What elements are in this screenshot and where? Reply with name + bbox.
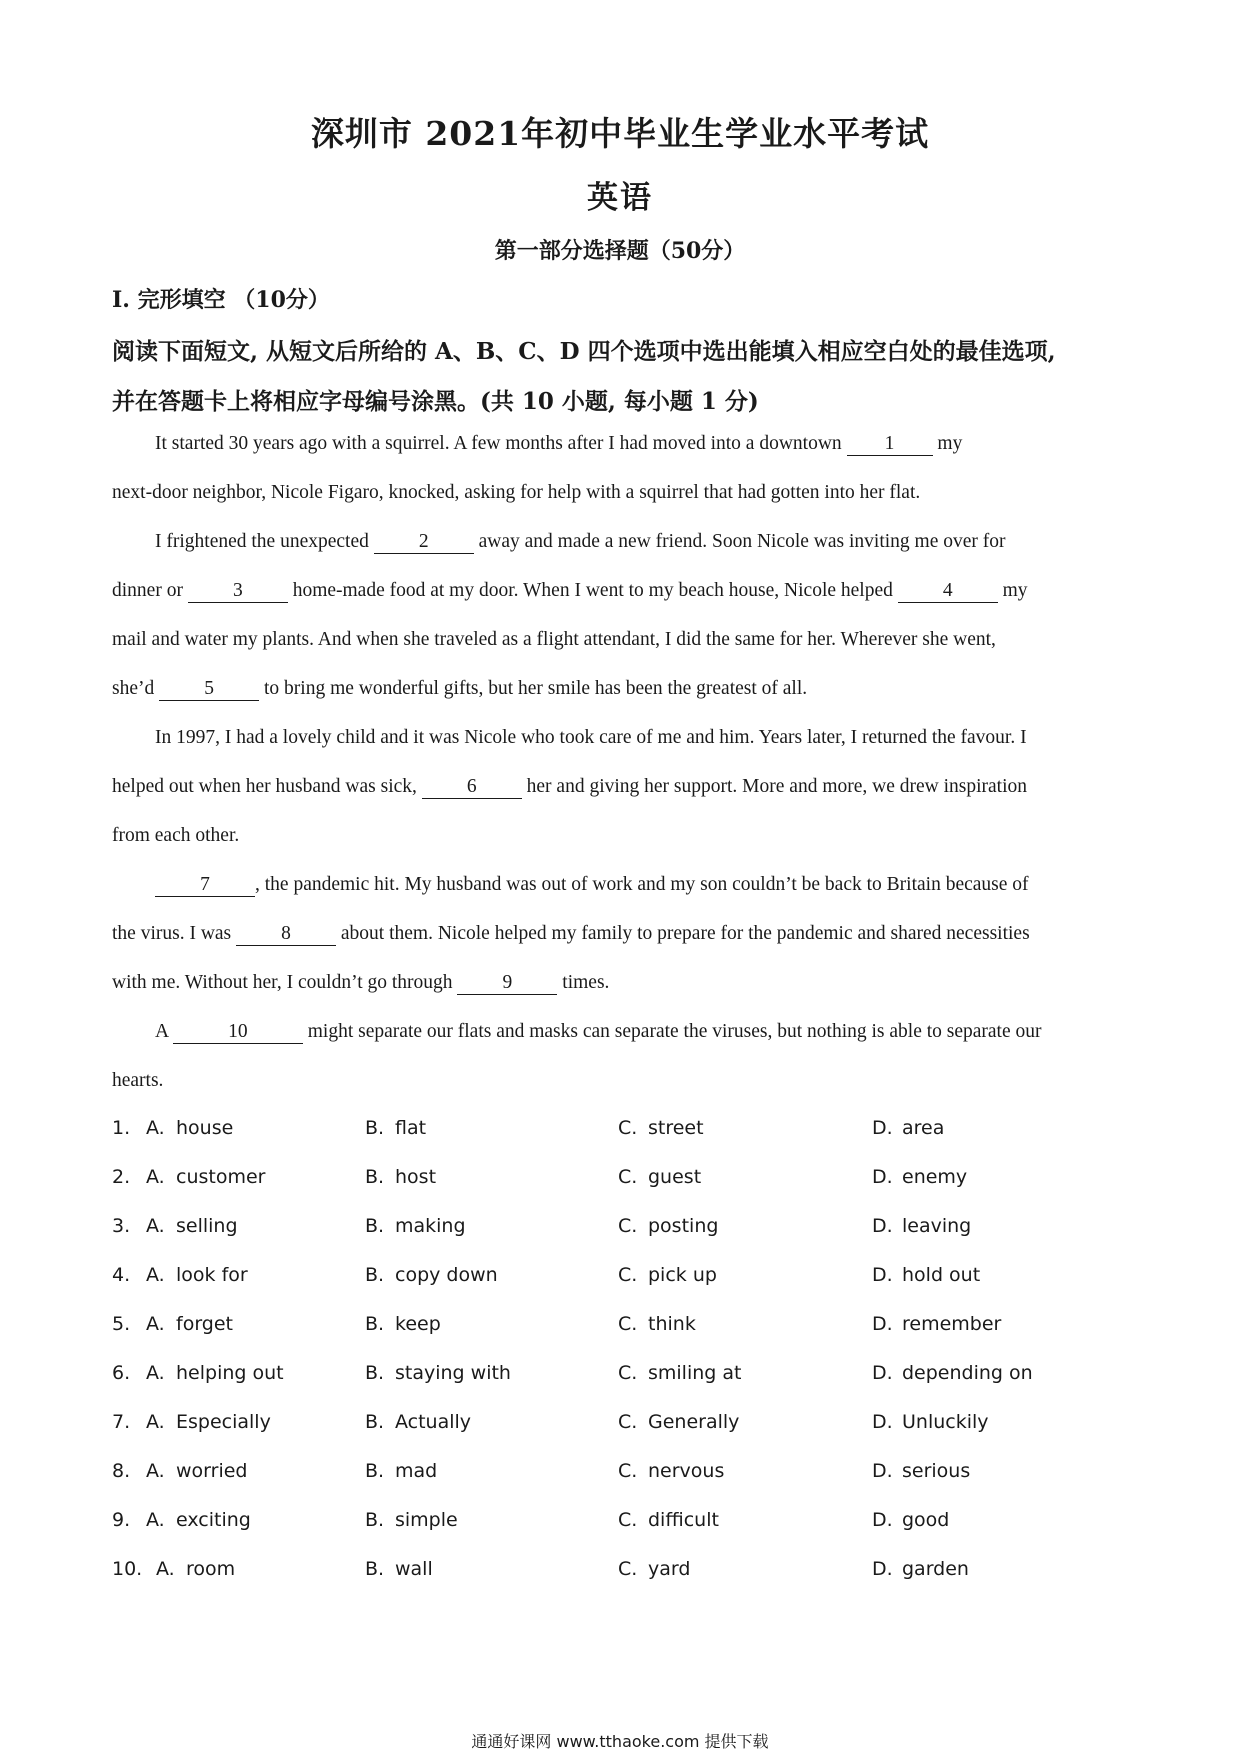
- option-letter: C.: [618, 1558, 638, 1580]
- passage-line-11: [112, 923, 1030, 946]
- question-number: 4.: [112, 1264, 131, 1286]
- passage-text: to bring me wonderful gifts, but her smile has been the greatest of all.: [264, 678, 808, 699]
- option-letter: B.: [365, 1264, 385, 1286]
- option-text: good: [902, 1509, 950, 1531]
- option-a[interactable]: [112, 1117, 233, 1139]
- blank-1: 1: [847, 433, 933, 456]
- option-a[interactable]: [112, 1166, 265, 1188]
- option-letter: A.: [146, 1264, 165, 1286]
- passage-text: times.: [562, 972, 610, 993]
- option-text: hold out: [902, 1264, 981, 1286]
- option-text: posting: [648, 1215, 719, 1237]
- passage-text: A: [155, 1021, 169, 1042]
- option-b[interactable]: [365, 1460, 437, 1482]
- option-text: serious: [902, 1460, 971, 1482]
- option-text: copy down: [395, 1264, 498, 1286]
- part-heading: 第一部分选择题（50分）: [494, 238, 746, 264]
- passage-line-9: from each other.: [112, 825, 240, 846]
- option-c[interactable]: [618, 1411, 739, 1433]
- option-text: mad: [395, 1460, 438, 1482]
- option-letter: C.: [618, 1117, 638, 1139]
- option-a[interactable]: [112, 1460, 247, 1482]
- option-text: nervous: [648, 1460, 725, 1482]
- option-d[interactable]: [872, 1460, 970, 1482]
- passage-line-4: [112, 580, 1028, 603]
- option-letter: D.: [872, 1166, 893, 1188]
- question-number: 3.: [112, 1215, 131, 1237]
- option-letter: C.: [618, 1411, 638, 1433]
- option-letter: D.: [872, 1411, 893, 1433]
- question-number: 5.: [112, 1313, 131, 1335]
- option-b[interactable]: [365, 1313, 441, 1335]
- passage-text: dinner or: [112, 580, 183, 601]
- option-letter: B.: [365, 1411, 385, 1433]
- option-a[interactable]: [112, 1411, 271, 1433]
- question-number: 2.: [112, 1166, 131, 1188]
- option-text: room: [186, 1558, 236, 1580]
- option-a[interactable]: [112, 1362, 284, 1384]
- option-text: customer: [176, 1166, 266, 1188]
- option-text: flat: [395, 1117, 427, 1139]
- passage-line-1: [155, 433, 962, 456]
- option-text: house: [176, 1117, 234, 1139]
- option-d[interactable]: [872, 1362, 1033, 1384]
- option-c[interactable]: [618, 1509, 719, 1531]
- option-text: worried: [176, 1460, 248, 1482]
- option-a[interactable]: [112, 1558, 235, 1580]
- option-c[interactable]: [618, 1362, 741, 1384]
- passage-text: helped out when her husband was sick,: [112, 776, 417, 797]
- option-letter: C.: [618, 1313, 638, 1335]
- passage-line-7: In 1997, I had a lovely child and it was Nicole who took care of me and him. Years later, I returned the favour. I: [155, 727, 1027, 748]
- passage-line-12: [112, 972, 609, 995]
- option-d[interactable]: [872, 1509, 949, 1531]
- passage-text: I frightened the unexpected: [155, 531, 369, 552]
- blank-9: 9: [457, 972, 557, 995]
- option-letter: C.: [618, 1264, 638, 1286]
- option-letter: A.: [146, 1411, 165, 1433]
- option-letter: C.: [618, 1509, 638, 1531]
- option-text: keep: [395, 1313, 441, 1335]
- option-letter: B.: [365, 1558, 385, 1580]
- question-number: 1.: [112, 1117, 131, 1139]
- option-letter: D.: [872, 1117, 893, 1139]
- option-text: Generally: [648, 1411, 740, 1433]
- section-heading: I. 完形填空 （10分）: [112, 287, 330, 313]
- footer-watermark: 通通好课网 www.tthaoke.com 提供下载: [471, 1732, 769, 1751]
- option-c[interactable]: [618, 1117, 704, 1139]
- option-text: helping out: [176, 1362, 284, 1384]
- passage-line-10: [155, 874, 1029, 897]
- option-letter: C.: [618, 1460, 638, 1482]
- option-letter: D.: [872, 1215, 893, 1237]
- option-b[interactable]: [365, 1215, 466, 1237]
- option-d[interactable]: [872, 1117, 944, 1139]
- option-b[interactable]: [365, 1264, 498, 1286]
- option-letter: B.: [365, 1117, 385, 1139]
- option-d[interactable]: [872, 1411, 989, 1433]
- option-text: selling: [176, 1215, 238, 1237]
- blank-4: 4: [898, 580, 998, 603]
- passage-line-3: [155, 531, 1006, 554]
- option-text: guest: [648, 1166, 702, 1188]
- option-letter: A.: [146, 1117, 165, 1139]
- exam-title: 深圳市 2021年初中毕业生学业水平考试: [310, 114, 930, 153]
- option-letter: C.: [618, 1166, 638, 1188]
- option-a[interactable]: [112, 1313, 233, 1335]
- option-b[interactable]: [365, 1558, 433, 1580]
- passage-line-14: hearts.: [112, 1070, 164, 1091]
- option-d[interactable]: [872, 1264, 980, 1286]
- option-letter: A.: [146, 1509, 165, 1531]
- option-letter: D.: [872, 1313, 893, 1335]
- option-text: smiling at: [648, 1362, 742, 1384]
- option-letter: B.: [365, 1362, 385, 1384]
- option-text: forget: [176, 1313, 233, 1335]
- blank-8: 8: [236, 923, 336, 946]
- passage-text: my: [1002, 580, 1028, 601]
- option-a[interactable]: [112, 1215, 238, 1237]
- option-letter: D.: [872, 1362, 893, 1384]
- blank-6: 6: [422, 776, 522, 799]
- option-c[interactable]: [618, 1558, 690, 1580]
- option-letter: B.: [365, 1215, 385, 1237]
- option-text: wall: [395, 1558, 433, 1580]
- option-c[interactable]: [618, 1215, 718, 1237]
- instructions-line-1: 阅读下面短文, 从短文后所给的 A、B、C、D 四个选项中选出能填入相应空白处的最佳选项,: [112, 338, 1056, 365]
- option-text: difficult: [648, 1509, 719, 1531]
- option-letter: D.: [872, 1460, 893, 1482]
- option-d[interactable]: [872, 1215, 971, 1237]
- passage-line-5: mail and water my plants. And when she traveled as a flight attendant, I did the same for her. Wherever she went,: [112, 629, 996, 650]
- option-text: remember: [902, 1313, 1002, 1335]
- option-text: street: [648, 1117, 704, 1139]
- option-a[interactable]: [112, 1264, 248, 1286]
- blank-3: 3: [188, 580, 288, 603]
- option-c[interactable]: [618, 1313, 696, 1335]
- option-b[interactable]: [365, 1362, 511, 1384]
- option-b[interactable]: [365, 1117, 426, 1139]
- passage-line-2: next-door neighbor, Nicole Figaro, knocked, asking for help with a squirrel that had gotten into her flat.: [112, 482, 921, 503]
- option-a[interactable]: [112, 1509, 251, 1531]
- passage-text: her and giving her support. More and more, we drew inspiration: [526, 776, 1028, 797]
- option-letter: A.: [146, 1166, 165, 1188]
- passage-text: It started 30 years ago with a squirrel. A few months after I had moved into a downtown: [155, 433, 842, 454]
- blank-5: 5: [159, 678, 259, 701]
- option-d[interactable]: [872, 1313, 1001, 1335]
- option-text: Especially: [176, 1411, 271, 1433]
- blank-10: 10: [173, 1021, 303, 1044]
- option-text: exciting: [176, 1509, 251, 1531]
- option-b[interactable]: [365, 1411, 471, 1433]
- option-letter: A.: [146, 1215, 165, 1237]
- option-text: depending on: [902, 1362, 1033, 1384]
- question-number: 10.: [112, 1558, 143, 1580]
- option-text: leaving: [902, 1215, 972, 1237]
- passage-line-8: [112, 776, 1027, 799]
- option-letter: D.: [872, 1509, 893, 1531]
- option-text: garden: [902, 1558, 969, 1580]
- passage-text: the virus. I was: [112, 923, 232, 944]
- option-letter: D.: [872, 1264, 893, 1286]
- question-number: 6.: [112, 1362, 131, 1384]
- question-number: 7.: [112, 1411, 131, 1433]
- blank-7: 7: [155, 874, 255, 897]
- option-b[interactable]: [365, 1509, 458, 1531]
- option-letter: C.: [618, 1362, 638, 1384]
- blank-2: 2: [374, 531, 474, 554]
- option-letter: A.: [156, 1558, 175, 1580]
- option-text: think: [648, 1313, 696, 1335]
- option-text: simple: [395, 1509, 458, 1531]
- question-number: 8.: [112, 1460, 131, 1482]
- option-c[interactable]: [618, 1264, 717, 1286]
- option-text: area: [902, 1117, 945, 1139]
- instructions-line-2: 并在答题卡上将相应字母编号涂黑。(共 10 小题, 每小题 1 分): [112, 388, 759, 415]
- option-text: look for: [176, 1264, 248, 1286]
- passage-line-13: [155, 1021, 1042, 1044]
- passage-text: , the pandemic hit. My husband was out of work and my son couldn’t be back to Britain because of: [255, 874, 1029, 895]
- passage-text: my: [937, 433, 963, 454]
- option-text: host: [395, 1166, 437, 1188]
- option-b[interactable]: [365, 1166, 436, 1188]
- option-letter: A.: [146, 1362, 165, 1384]
- option-letter: B.: [365, 1460, 385, 1482]
- option-letter: C.: [618, 1215, 638, 1237]
- option-text: staying with: [395, 1362, 511, 1384]
- option-text: making: [395, 1215, 466, 1237]
- passage-line-6: [112, 678, 807, 701]
- passage-text: with me. Without her, I couldn’t go through: [112, 972, 453, 993]
- option-letter: D.: [872, 1558, 893, 1580]
- passage-text: home-made food at my door. When I went to my beach house, Nicole helped: [292, 580, 893, 601]
- option-text: yard: [648, 1558, 691, 1580]
- option-letter: B.: [365, 1313, 385, 1335]
- question-number: 9.: [112, 1509, 131, 1531]
- option-letter: B.: [365, 1166, 385, 1188]
- option-letter: A.: [146, 1460, 165, 1482]
- option-d[interactable]: [872, 1166, 967, 1188]
- option-text: Unluckily: [902, 1411, 989, 1433]
- option-c[interactable]: [618, 1460, 724, 1482]
- option-text: enemy: [902, 1166, 968, 1188]
- option-letter: B.: [365, 1509, 385, 1531]
- option-text: Actually: [395, 1411, 472, 1433]
- option-text: pick up: [648, 1264, 717, 1286]
- option-d[interactable]: [872, 1558, 969, 1580]
- passage-text: away and made a new friend. Soon Nicole was inviting me over for: [478, 531, 1006, 552]
- passage-text: she’d: [112, 678, 155, 699]
- passage-text: about them. Nicole helped my family to prepare for the pandemic and shared necessities: [340, 923, 1030, 944]
- option-c[interactable]: [618, 1166, 701, 1188]
- passage-text: might separate our flats and masks can separate the viruses, but nothing is able to separate our: [307, 1021, 1042, 1042]
- subject-title: 英语: [587, 180, 653, 216]
- option-letter: A.: [146, 1313, 165, 1335]
